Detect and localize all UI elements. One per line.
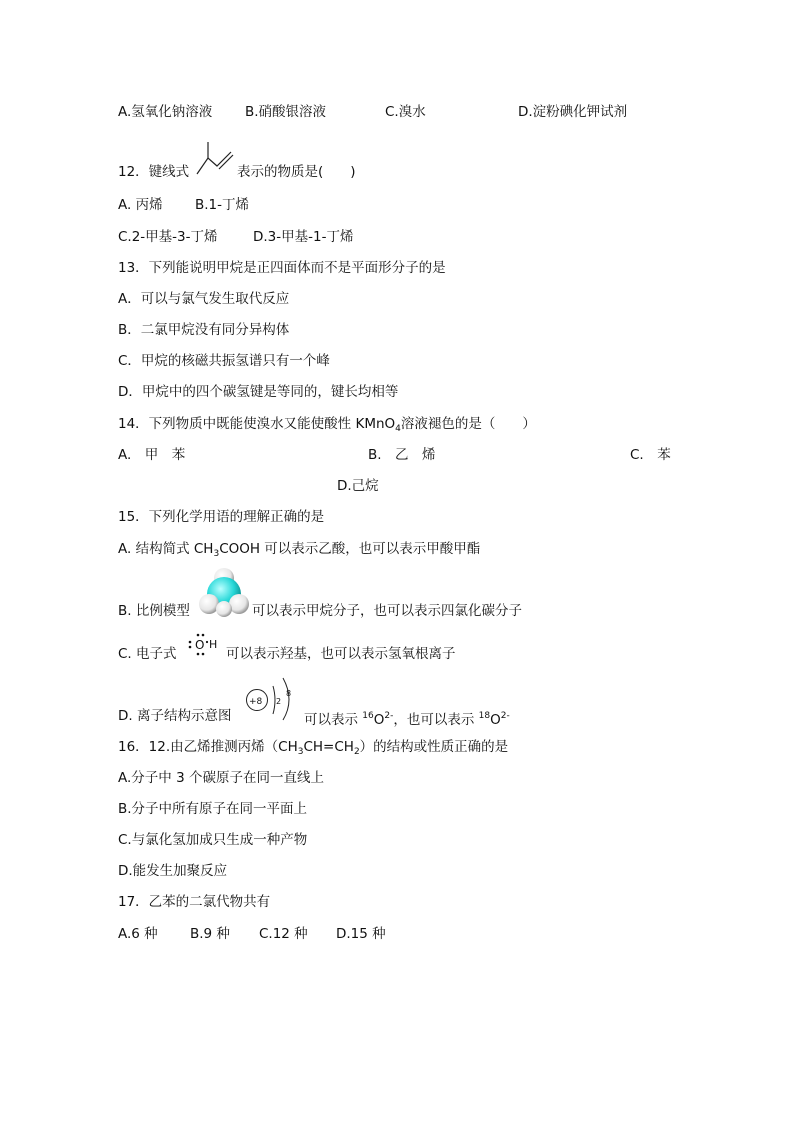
bond-line-structure-diagram [194,140,236,178]
q17-option-a: A.6 种 [118,926,158,942]
ion-nucleus-label: +8 [249,697,263,707]
q17-stem: 17．乙苯的二氯代物共有 [118,894,271,910]
q11-option-d: D.淀粉碘化钾试剂 [518,104,628,120]
q12-option-d: D.3-甲基-1-丁烯 [253,229,354,245]
q14-option-c: C. 苯 [630,447,671,463]
q17-option-c: C.12 种 [259,926,308,942]
q15-option-d-suffix: 可以表示 $^{16}O^{2-}$，也可以表示 $^{18}O^{2-}$ [304,711,510,728]
q15-option-b-suffix: 可以表示甲烷分子，也可以表示四氯化碳分子 [252,603,522,619]
q15-option-a: A. 结构简式 $CH_3COOH$ 可以表示乙酸，也可以表示甲酸甲酯 [118,541,481,559]
q12-option-b: B.1-丁烯 [195,197,250,213]
q13-stem: 13．下列能说明甲烷是正四面体而不是平面形分子的是 [118,260,446,276]
q15-option-b-prefix: B. 比例模型 [118,603,190,619]
q16-option-b: B.分子中所有原子在同一平面上 [118,801,308,817]
q11-option-a: A.氢氧化钠溶液 [118,104,213,120]
ion-shell-1-count: 2 [276,697,282,706]
q13-option-d: D．甲烷中的四个碳氢键是等同的，键长均相等 [118,384,399,400]
q13-option-a: A．可以与氯气发生取代反应 [118,291,290,307]
q12-stem-suffix: 表示的物质是( ) [237,164,356,180]
q12-stem-prefix: 12．键线式 [118,164,190,180]
electron-dot-formula-image [186,630,226,660]
q16-option-a: A.分子中 3 个碳原子在同一直线上 [118,770,324,786]
q17-option-b: B.9 种 [190,926,230,942]
q12-option-c: C.2-甲基-3-丁烯 [118,229,218,245]
svg-text:O: O [195,638,205,652]
q14-stem: 14．下列物质中既能使溴水又能使酸性 KMnO$_4$溶液褪色的是（ ） [118,416,536,434]
q14-option-d: D.己烷 [337,478,379,494]
q16-stem: 16．12.由乙烯推测丙烯$(CH_3CH=CH_2)$的结构或性质正确的是 [118,739,509,757]
q17-option-d: D.15 种 [336,926,386,942]
ion-structure-diagram [245,676,303,722]
q14-option-a: A. 甲 苯 [118,447,186,463]
q14-option-b: B. 乙 烯 [368,447,436,463]
space-filling-model-image [196,568,252,618]
q13-option-b: B．二氯甲烷没有同分异构体 [118,322,290,338]
q16-option-d: D.能发生加聚反应 [118,863,228,879]
q16-option-c: C.与氯化氢加成只生成一种产物 [118,832,308,848]
q12-option-a: A. 丙烯 [118,197,163,213]
q15-stem: 15．下列化学用语的理解正确的是 [118,509,325,525]
electron-formula-hydrogen: H [209,638,218,651]
q11-option-c: C.溴水 [385,104,426,120]
q15-option-c-suffix: 可以表示羟基，也可以表示氢氧根离子 [226,646,456,662]
q11-option-b: B.硝酸银溶液 [245,104,327,120]
q15-option-c-prefix: C. 电子式 [118,646,177,662]
ion-shell-2-count: 8 [286,689,292,698]
q13-option-c: C．甲烷的核磁共振氢谱只有一个峰 [118,353,330,369]
q15-option-d-prefix: D. 离子结构示意图 [118,708,232,724]
